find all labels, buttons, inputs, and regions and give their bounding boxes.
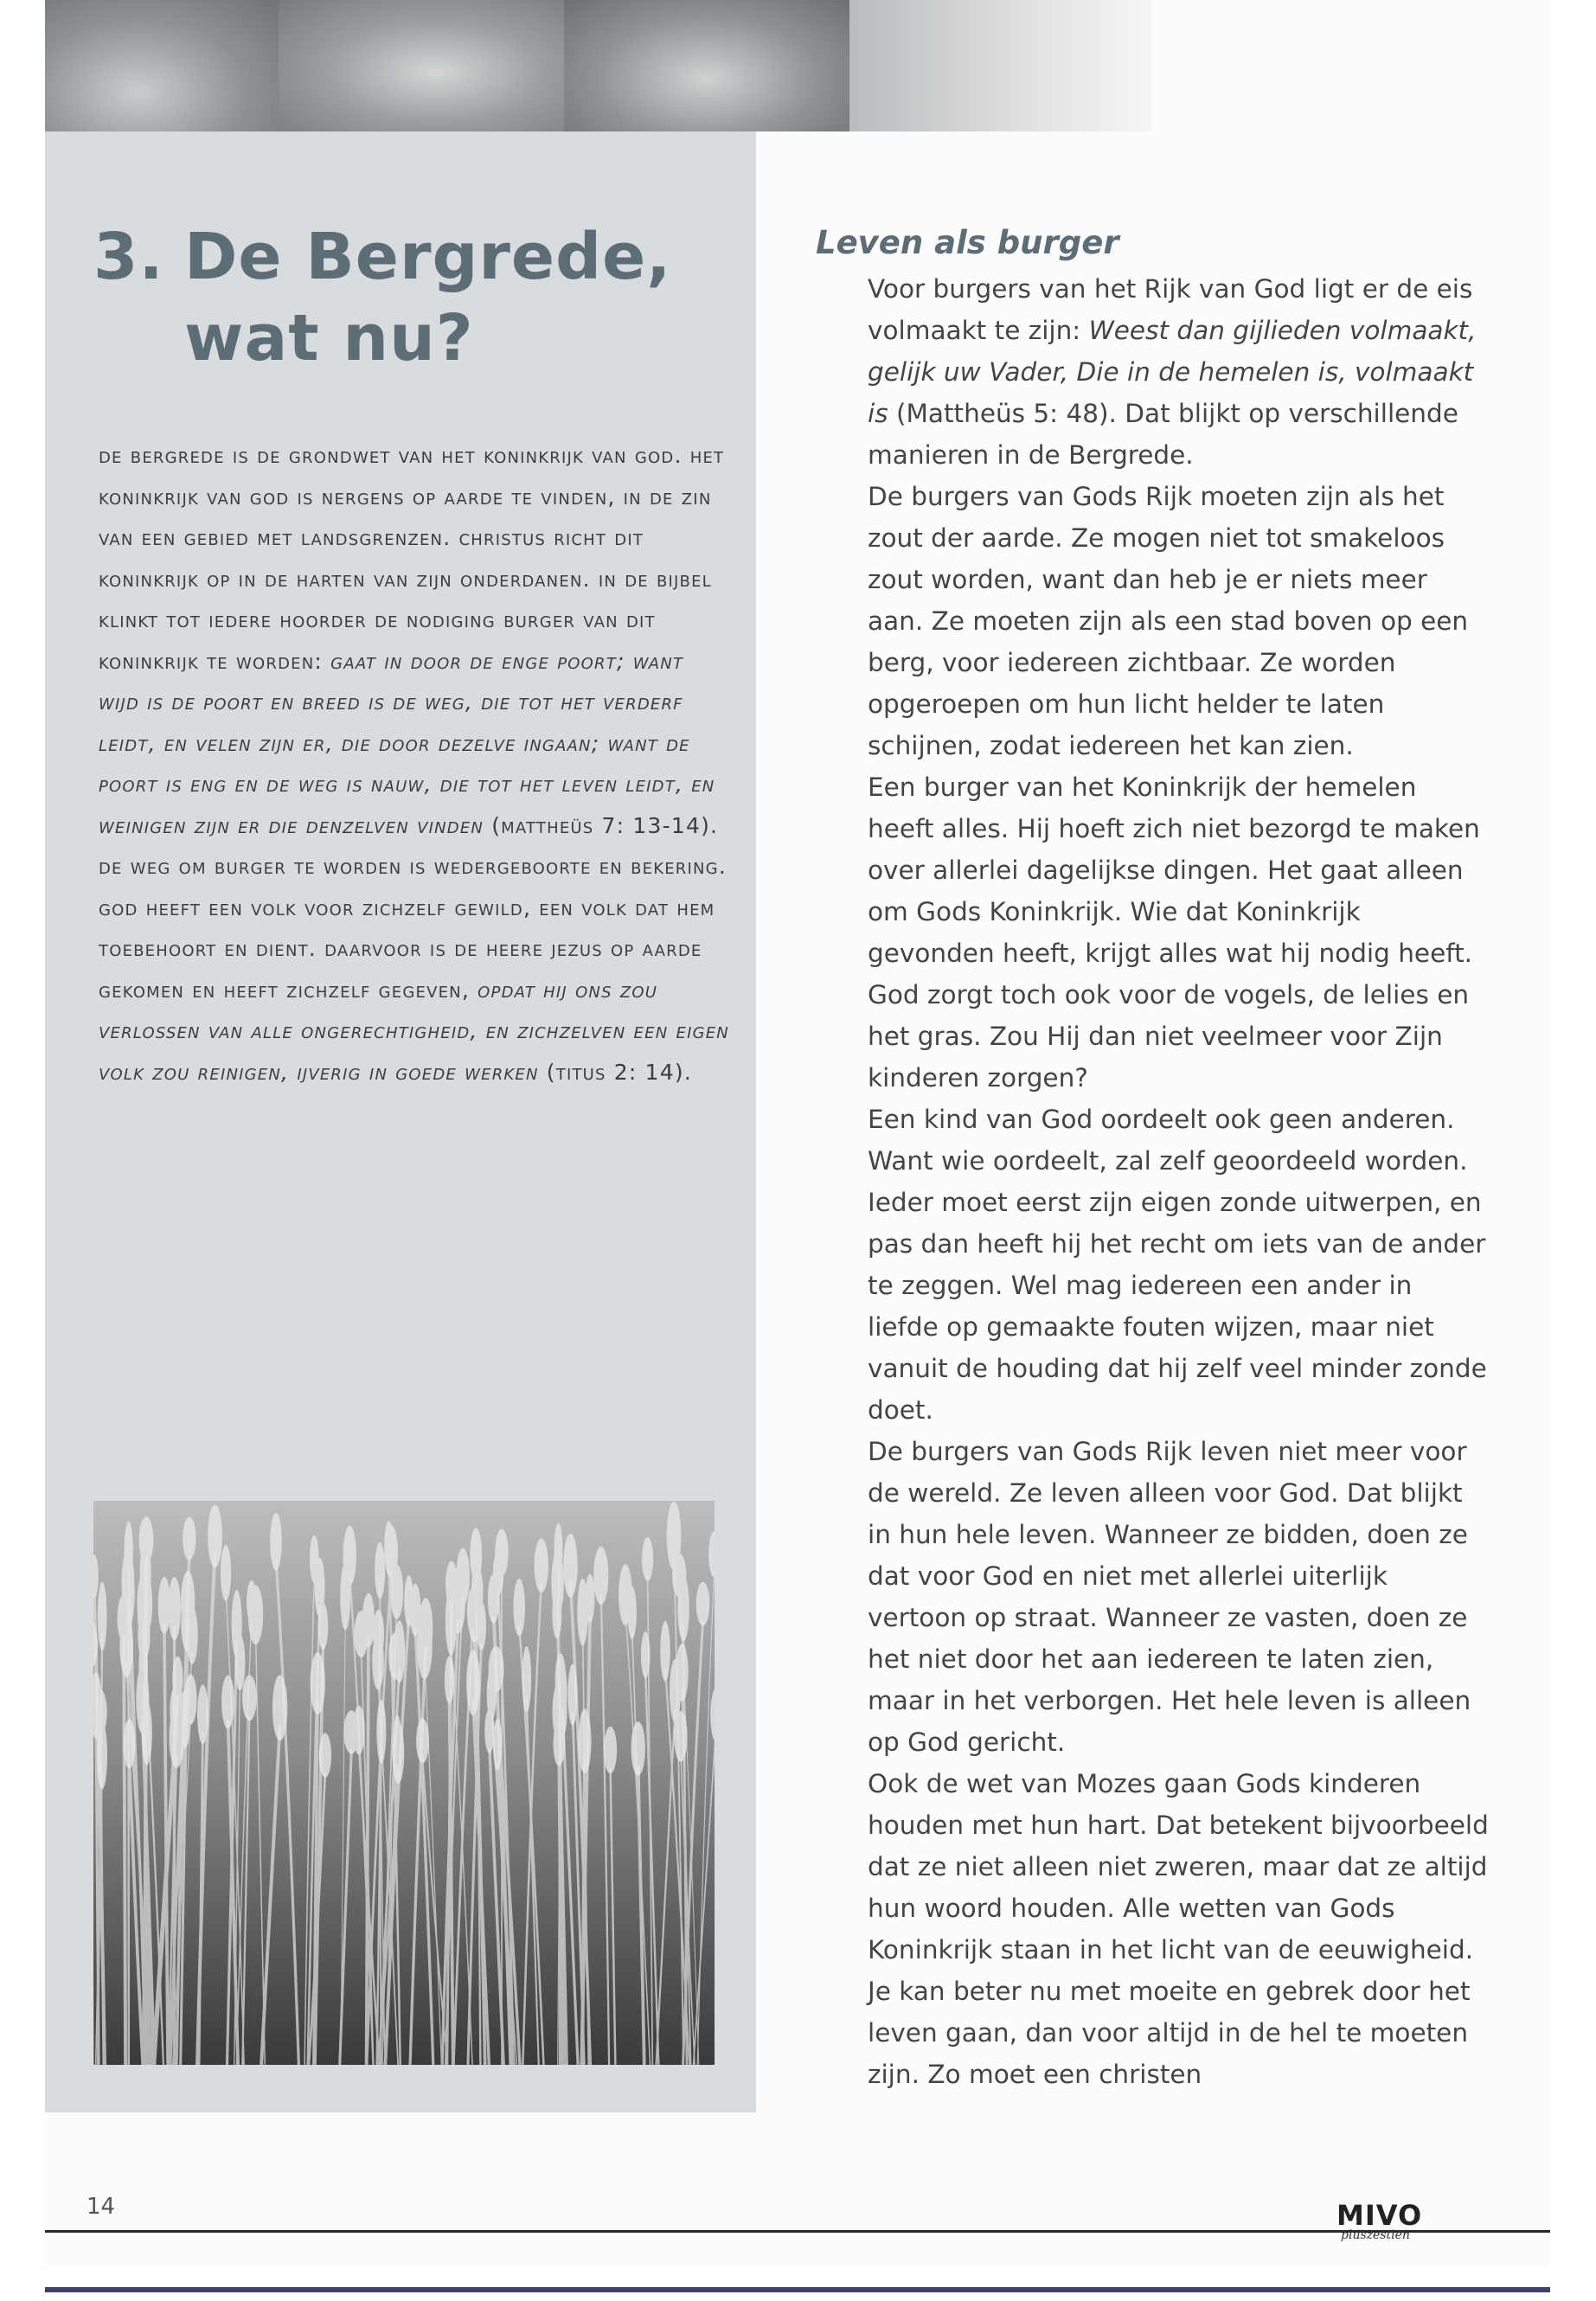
paragraph: Een kind van God oordeelt ook geen anderen. Want wie oordeelt, zal zelf geoordeeld worden. Ieder moet eerst zijn eigen zonde uitwerpen, en pas dan heeft hij het recht om iets van de ander te zeggen. Wel mag iedereen een ander in liefde op gemaakte fouten wijzen, maar niet vanuit de houding dat hij zelf veel minder zonde doet. xyxy=(868,1105,1487,1425)
wheat-ear xyxy=(696,1582,710,1625)
wheat-ear xyxy=(124,1719,136,1768)
wheat-ear xyxy=(660,1621,670,1682)
wheat-ear xyxy=(270,1513,282,1571)
page-number: 14 xyxy=(87,2194,116,2220)
wheat-ear xyxy=(343,1710,359,1753)
paragraph: Een burger van het Koninkrijk der hemelen heeft alles. Hij hoeft zich niet bezorgd te maken over allerlei dagelijkse dingen. Het gaat alleen om Gods Koninkrijk. Wie dat Koninkrijk gevonden heeft, krijgt alles wat hij nodig heeft. God zorgt toch ook voor de vogels, de lelies en het gras. Zou Hij dan niet veelmeer voor Zijn kinderen zorgen? xyxy=(868,772,1480,1093)
child-face-photo xyxy=(849,0,1152,131)
body-text xyxy=(868,268,1490,2095)
wheat-ear xyxy=(208,1505,222,1568)
scan-edge xyxy=(45,2287,1550,2292)
wheat-ear xyxy=(183,1516,195,1560)
wheat-ear xyxy=(456,1548,470,1606)
wheat-ear xyxy=(672,1554,686,1598)
paragraph xyxy=(868,268,1490,476)
wheat-ear xyxy=(493,1718,502,1770)
wheat-ear xyxy=(390,1565,403,1619)
wheat-ear xyxy=(373,1610,384,1660)
wheat-ear xyxy=(221,1675,234,1728)
wheat-ear xyxy=(593,1547,608,1605)
wheat-ear xyxy=(493,1552,504,1596)
section-subheading: Leven als burger xyxy=(816,224,1119,261)
wheat-ear xyxy=(604,1727,617,1773)
child-face-photo xyxy=(45,0,279,131)
wheat-ear xyxy=(376,1700,386,1764)
wheat-ear xyxy=(248,1585,263,1644)
child-face-photo xyxy=(564,0,849,131)
wheat-ear xyxy=(393,1715,401,1780)
page-margin-right xyxy=(1550,0,1596,2301)
wheat-ear xyxy=(404,1575,413,1627)
wheat-ear xyxy=(558,1663,567,1719)
footer-rule xyxy=(45,2230,1550,2233)
wheat-ear xyxy=(578,1708,591,1773)
child-face-photo xyxy=(279,0,564,131)
intro-text: (titus 2: 14). xyxy=(538,1059,692,1085)
wheat-ear xyxy=(242,1675,257,1721)
wheat-field-photo xyxy=(93,1501,715,2065)
photo-strip xyxy=(45,0,1152,131)
wheat-ear xyxy=(641,1631,651,1678)
paragraph: Ook de wet van Mozes gaan Gods kinderen houden met hun hart. Dat betekent bijvoorbeeld dat ze niet alleen niet zweren, maar dat ze altijd hun woord houden. Alle wetten van Gods Koninkrijk staan in het licht van de eeuwigheid. Je kan beter nu met moeite en gebrek door het leven gaan, dan voor altijd in de hel te moeten zijn. Zo moet een christen xyxy=(868,1769,1489,2089)
wheat-ear xyxy=(563,1534,577,1598)
wheat-ear xyxy=(631,1721,644,1775)
wheat-ear xyxy=(311,1652,325,1715)
chapter-title-line2: wat nu? xyxy=(184,301,474,375)
page-margin-left xyxy=(0,0,45,2301)
wheat-ear xyxy=(221,1545,231,1601)
paragraph-text: (Mattheüs 5: 48). Dat blijkt op verschillende manieren in de Bergrede. xyxy=(868,399,1458,470)
wheat-ear xyxy=(552,1591,561,1638)
paragraph-text: Voor burgers van het Rijk van God ligt er de eis volmaakt te zijn: xyxy=(868,274,1473,345)
intro-text: (mattheüs 7: 13-14). de weg om burger te worden is wedergeboorte en bekering. god heeft een volk voor zichzelf gewild, een volk dat hem toebehoort en dient. daarvoor is de heere jezus op aarde gekomen en heeft zichzelf gegeven, xyxy=(99,812,727,1003)
wheat-ear xyxy=(158,1577,170,1633)
wheat-ear xyxy=(388,1632,402,1680)
wheat-ear xyxy=(181,1571,195,1633)
wheat-ear xyxy=(627,1586,636,1639)
wheat-ear xyxy=(489,1646,504,1692)
wheat-ear xyxy=(98,1582,107,1651)
publisher-logo xyxy=(1336,2199,1423,2242)
intro-quote: opdat hij ons zou verlossen van alle ongerechtigheid, en zichzelven een eigen volk zou reinigen, ijverig in goede werken xyxy=(99,977,729,1085)
bible-quote: Weest dan gijlieden volmaakt, gelijk uw Vader, Die in de hemelen is, volmaakt is xyxy=(868,316,1477,428)
wheat-ear xyxy=(340,1562,350,1630)
paragraph: De burgers van Gods Rijk moeten zijn als het zout der aarde. Ze mogen niet tot smakeloos zout worden, want dan heb je er niets meer aan. Ze moeten zijn als een stad boven op een berg, voor iedereen zichtbaar. Ze worden opgeroepen om hun licht helder te laten schijnen, zodat iedereen het kan zien. xyxy=(868,482,1469,760)
wheat-ear xyxy=(310,1535,319,1583)
wheat-stalk xyxy=(124,1636,125,2065)
wheat-ear xyxy=(375,1542,385,1599)
wheat-ear xyxy=(471,1566,484,1619)
right-column-heading xyxy=(816,221,1499,269)
wheat-ear xyxy=(318,1603,329,1650)
wheat-stalk xyxy=(367,1638,369,2065)
wheat-ear xyxy=(522,1646,532,1712)
wheat-ear xyxy=(466,1650,480,1715)
intro-quote: gaat in door de enge poort; want wijd is de poort en breed is de weg, die tot het verderf leidt, en velen zijn er, die door dezelve ingaan; want de poort is eng en de weg is nauw, die tot het leven leidt, en weinigen zijn er die denzelven vinden xyxy=(99,648,715,838)
wheat-ear xyxy=(419,1598,433,1659)
wheat-ear xyxy=(197,1684,208,1744)
wheat-ear xyxy=(319,1733,331,1778)
wheat-ear xyxy=(136,1666,149,1734)
chapter-title xyxy=(93,216,671,379)
intro-paragraph xyxy=(99,435,730,1093)
wheat-ear xyxy=(513,1579,525,1636)
chapter-number: 3. xyxy=(93,220,164,294)
paragraph: De burgers van Gods Rijk leven niet meer voor de wereld. Ze leven alleen voor God. Dat blijkt in hun hele leven. Wanneer ze bidden, doen ze dat voor God en niet met allerlei uiterlijk vertoon op straat. Wanneer ze vasten, doen ze het niet door het aan iedereen te laten zien, maar in het verborgen. Het hele leven is alleen op God gericht. xyxy=(868,1437,1471,1757)
wheat-ear xyxy=(554,1721,566,1766)
wheat-ear xyxy=(362,1593,375,1648)
wheat-ear xyxy=(119,1616,133,1677)
wheat-ear xyxy=(535,1538,548,1593)
intro-text: de bergrede is de grondwet van het koninkrijk van god. het koninkrijk van god is nergens op aarde te vinden, in de zin van een gebied met landsgrenzen. christus richt dit koninkrijk op in de harten van zijn onderdanen. in de bijbel klinkt tot iedere hoorder de nodiging burger van dit koninkrijk te worden: xyxy=(99,443,725,674)
chapter-title-line1: De Bergrede, xyxy=(184,220,672,294)
wheat-ear xyxy=(642,1537,653,1581)
wheat-ear xyxy=(674,1711,687,1762)
logo-subtext: pluszestien xyxy=(1341,2228,1410,2242)
wheat-ear xyxy=(97,1721,107,1789)
wheat-ear xyxy=(234,1635,245,1690)
wheat-ear xyxy=(416,1719,429,1764)
wheat-ear xyxy=(567,1663,577,1725)
wheat-ear xyxy=(445,1656,454,1704)
wheat-ear xyxy=(586,1574,595,1622)
logo-text: MIVO xyxy=(1336,2199,1423,2232)
wheat-ear xyxy=(272,1675,287,1740)
wheat-ear xyxy=(170,1683,184,1738)
